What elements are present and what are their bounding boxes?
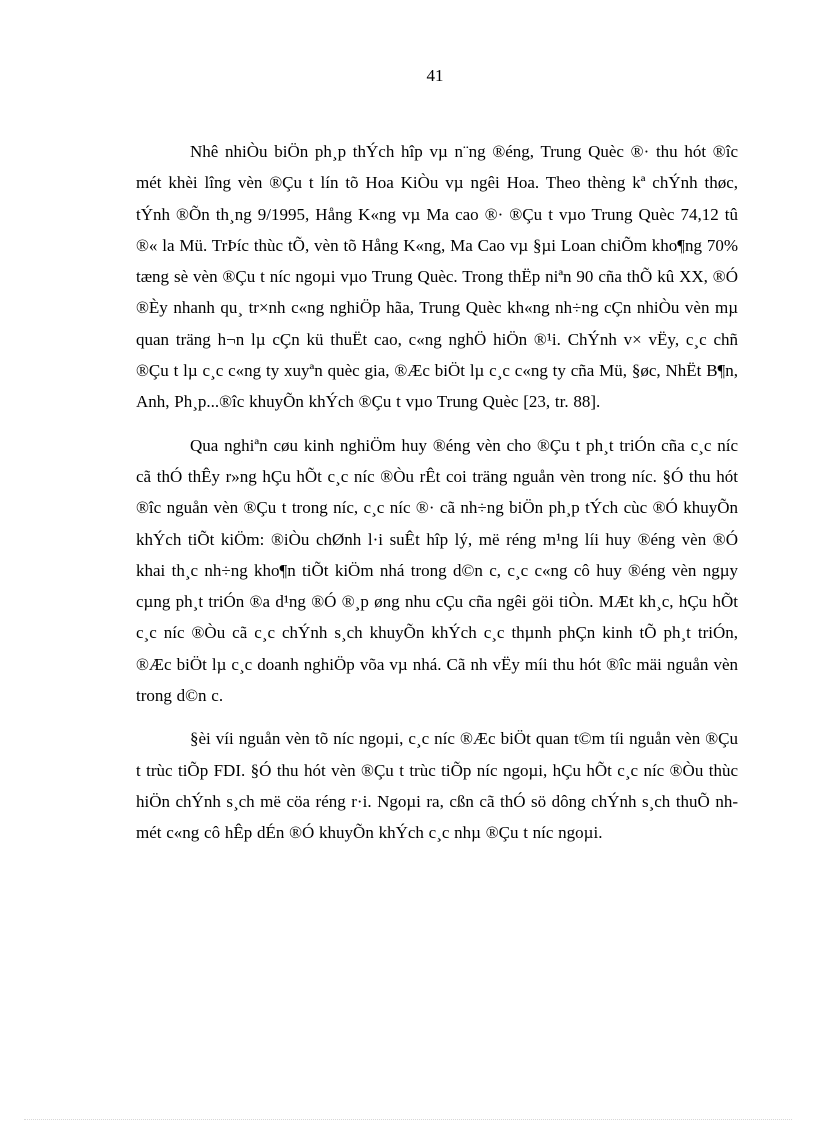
paragraph-1: Nhê nhiÒu biÖn ph¸p thÝch hîp vµ n¨ng ®éng, Trung Quèc ®· thu hót ®îc mét khèi lîng vèn ®Çu t lín tõ Hoa KiÒu vµ ngêi Hoa. Theo thèng kª chÝnh thøc, tÝnh ®Õn th¸ng 9/1995, Hång K«ng vµ Ma cao ®· ®Çu t vµo Trung Quèc 74,12 tû ®« la Mü. TrÞíc thùc tÕ, vèn tõ Hång K«ng, Ma Cao vµ §µi Loan chiÕm kho¶ng 70% tæng sè vèn ®Çu t níc ngoµi vµo Trung Quèc. Trong thËp niªn 90 cña thÕ kû XX, ®Ó ®Èy nhanh qu¸ tr×nh c«ng nghiÖp hãa, Trung Quèc kh«ng nh÷ng cÇn nhiÒu vèn mµ quan träng h¬n lµ cÇn kü thuËt cao, c«ng nghÖ hiÖn ®¹i. ChÝnh v× vËy, c¸c chñ ®Çu t lµ c¸c c«ng ty xuyªn quèc gia, ®Æc biÖt lµ c¸c c«ng ty cña Mü, §øc, NhËt B¶n, Anh, Ph¸p...®îc khuyÕn khÝch ®Çu t vµo Trung Quèc [23, tr. 88]. — [136, 142, 738, 412]
page-bottom-rule — [24, 1119, 792, 1120]
body-text — [136, 136, 738, 861]
paragraph-3: §èi víi nguån vèn tõ níc ngoµi, c¸c níc ®Æc biÖt quan t©m tíi nguån vèn ®Çu t trùc tiÕp FDI. §Ó thu hót vèn ®Çu t trùc tiÕp níc ngoµi, hÇu hÕt c¸c níc ®Òu thùc hiÖn chÝnh s¸ch më cöa réng r·i. Ngoµi ra, cßn cã thÓ sö dông chÝnh s¸ch thuÕ nh mét c«ng cô hÊp dÉn ®Ó khuyÕn khÝch c¸c nhµ ®Çu t níc ngoµi. — [136, 729, 738, 843]
page-number: 41 — [426, 66, 444, 85]
paragraph-2: Qua nghiªn cøu kinh nghiÖm huy ®éng vèn cho ®Çu t ph¸t triÓn cña c¸c níc cã thÓ thÊy r»ng hÇu hÕt c¸c níc ®Òu rÊt coi träng nguån vèn trong níc. §Ó thu hót ®îc nguån vèn ®Çu t trong níc, c¸c níc ®· cã nh÷ng biÖn ph¸p tÝch cùc ®Ó khuyÕn khÝch tiÕt kiÖm: ®iÒu chØnh l·i suÊt hîp lý, më réng m¹ng líi huy ®éng vèn ®Ó khai th¸c nh÷ng kho¶n tiÕt kiÖm nhá trong d©n c, c¸c c«ng cô huy ®éng vèn ngµy cµng ph¸t triÓn ®a d¹ng ®Ó ®¸p øng nhu cÇu cña ngêi göi tiÒn. MÆt kh¸c, hÇu hÕt c¸c níc ®Òu cã c¸c chÝnh s¸ch khuyÕn khÝch c¸c thµnh phÇn kinh tÕ ph¸t triÓn, ®Æc biÖt lµ c¸c doanh nghiÖp võa vµ nhá. Cã nh vËy míi thu hót ®îc mäi nguån vèn trong d©n c. — [136, 435, 738, 706]
